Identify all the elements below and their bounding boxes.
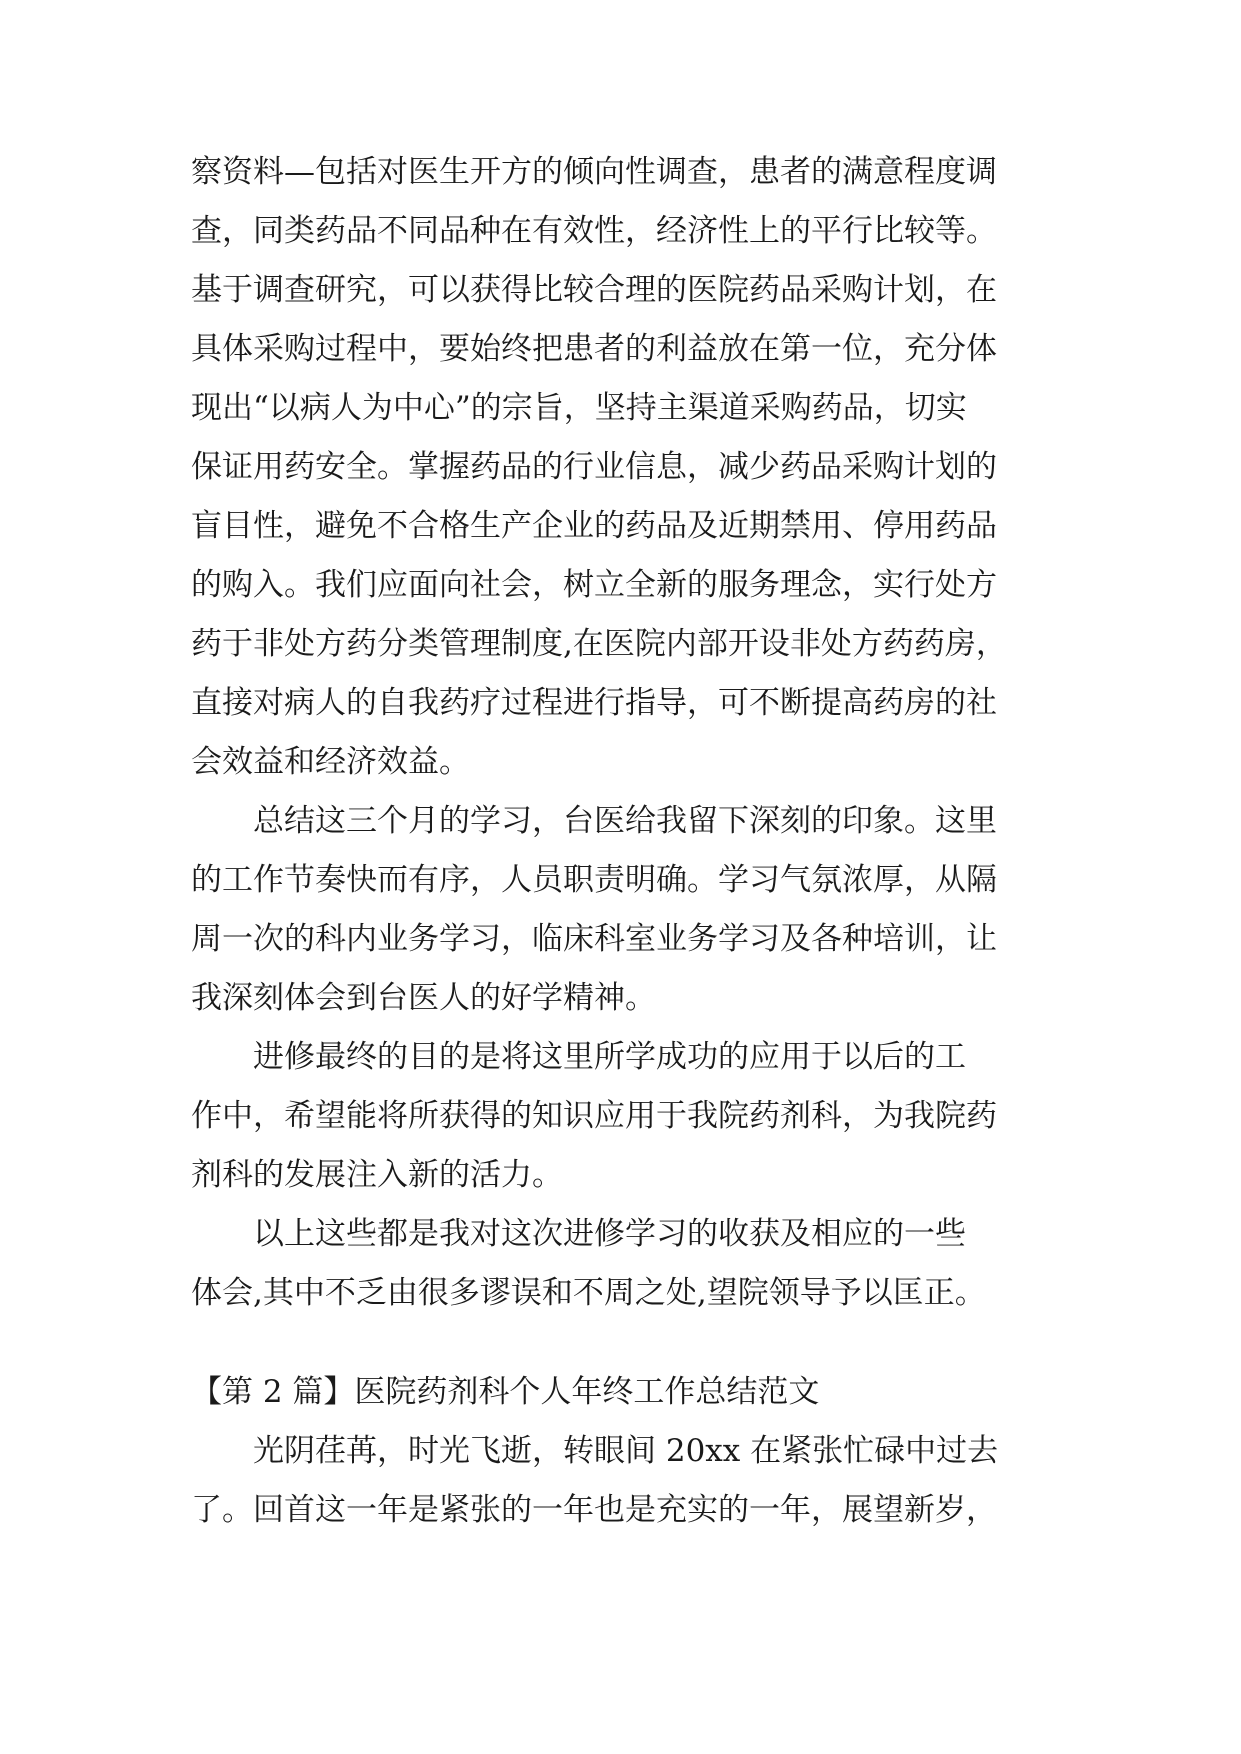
text-line: 察资料—包括对医生开方的倾向性调查，患者的满意程度调 [191, 154, 997, 190]
text-line: 作中，希望能将所获得的知识应用于我院药剂科，为我院药 [191, 1098, 997, 1134]
text-line: 直接对病人的自我药疗过程进行指导，可不断提高药房的社 [191, 685, 997, 721]
paragraph-start: 进修最终的目的是将这里所学成功的应用于以后的工 [191, 1039, 966, 1075]
text-line: 盲目性，避免不合格生产企业的药品及近期禁用、停用药品 [191, 508, 997, 544]
text-line: 基于调查研究，可以获得比较合理的医院药品采购计划，在 [191, 272, 997, 308]
text-line: 保证用药安全。掌握药品的行业信息，减少药品采购计划的 [191, 449, 997, 485]
paragraph-start: 以上这些都是我对这次进修学习的收获及相应的一些 [191, 1216, 966, 1252]
text-line: 药于非处方药分类管理制度,在医院内部开设非处方药药房， [191, 626, 1007, 662]
text-line: 周一次的科内业务学习，临床科室业务学习及各种培训，让 [191, 921, 997, 957]
text-line: 我深刻体会到台医人的好学精神。 [191, 980, 656, 1016]
text-line: 剂科的发展注入新的活力。 [191, 1157, 563, 1193]
paragraph-start: 光阴荏苒，时光飞逝，转眼间 20xx 在紧张忙碌中过去 [191, 1433, 999, 1469]
text-line: 查，同类药品不同品种在有效性，经济性上的平行比较等。 [191, 213, 997, 249]
text-line: 具体采购过程中，要始终把患者的利益放在第一位，充分体 [191, 331, 997, 367]
paragraph-start: 总结这三个月的学习，台医给我留下深刻的印象。这里 [191, 803, 997, 839]
text-line: 会效益和经济效益。 [191, 744, 470, 780]
text-line: 的工作节奏快而有序，人员职责明确。学习气氛浓厚，从隔 [191, 862, 997, 898]
text-line: 体会,其中不乏由很多谬误和不周之处,望院领导予以匡正。 [191, 1275, 986, 1311]
section-heading: 【第 2 篇】医院药剂科个人年终工作总结范文 [191, 1374, 820, 1410]
text-line: 现出“以病人为中心”的宗旨，坚持主渠道采购药品，切实 [191, 390, 967, 426]
text-line: 的购入。我们应面向社会，树立全新的服务理念，实行处方 [191, 567, 997, 603]
text-line: 了。回首这一年是紧张的一年也是充实的一年，展望新岁， [191, 1492, 997, 1528]
